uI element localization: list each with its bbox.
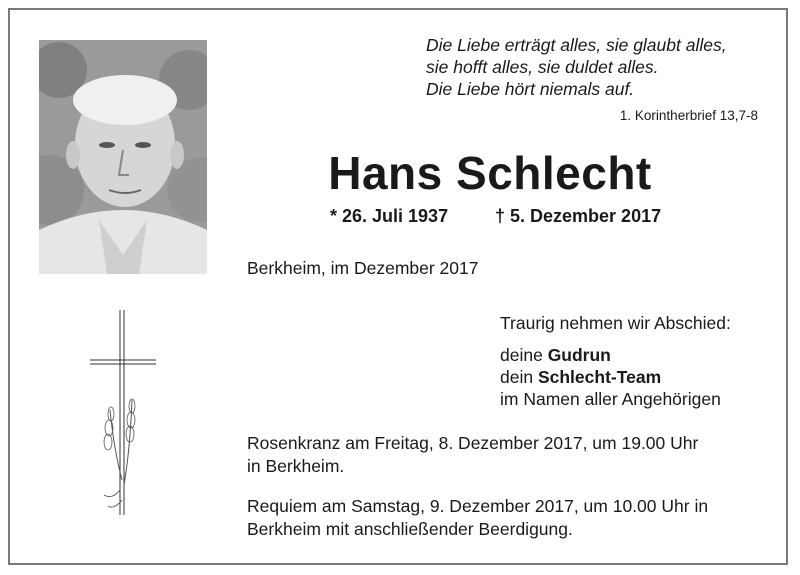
- cross-with-wheat-icon: [84, 310, 164, 520]
- requiem-info: [247, 495, 777, 541]
- mourner-line: [500, 366, 731, 388]
- birth-date: * 26. Juli 1937: [330, 206, 449, 226]
- verse-line: Die Liebe erträgt alles, sie glaubt alles,: [426, 35, 727, 55]
- mourner-name: Gudrun: [547, 345, 611, 365]
- bible-verse: [426, 34, 766, 100]
- farewell-lead: Traurig nehmen wir Abschied:: [500, 313, 731, 333]
- mourner-line: im Namen aller Angehörigen: [500, 389, 721, 409]
- portrait-photo: [39, 40, 207, 274]
- verse-reference: 1. Korintherbrief 13,7-8: [619, 108, 758, 123]
- farewell-block: [500, 312, 731, 410]
- deceased-name: Hans Schlecht: [328, 147, 652, 199]
- mourner-prefix: dein: [500, 367, 538, 387]
- rosary-line: Rosenkranz am Freitag, 8. Dezember 2017, um 19.00 Uhr: [247, 433, 699, 453]
- death-date: † 5. Dezember 2017: [495, 206, 662, 226]
- verse-line: sie hofft alles, sie duldet alles.: [426, 57, 659, 77]
- requiem-line: Berkheim mit anschließender Beerdigung.: [247, 519, 573, 539]
- rosary-line: in Berkheim.: [247, 456, 345, 476]
- rosary-info: [247, 432, 777, 478]
- mourner-line: [500, 344, 731, 366]
- verse-line: Die Liebe hört niemals auf.: [426, 79, 635, 99]
- mourner-name: Schlecht-Team: [537, 367, 662, 387]
- requiem-line: Requiem am Samstag, 9. Dezember 2017, um 10.00 Uhr in: [247, 496, 709, 516]
- place-and-date: Berkheim, im Dezember 2017: [247, 258, 479, 278]
- mourner-prefix: deine: [500, 345, 548, 365]
